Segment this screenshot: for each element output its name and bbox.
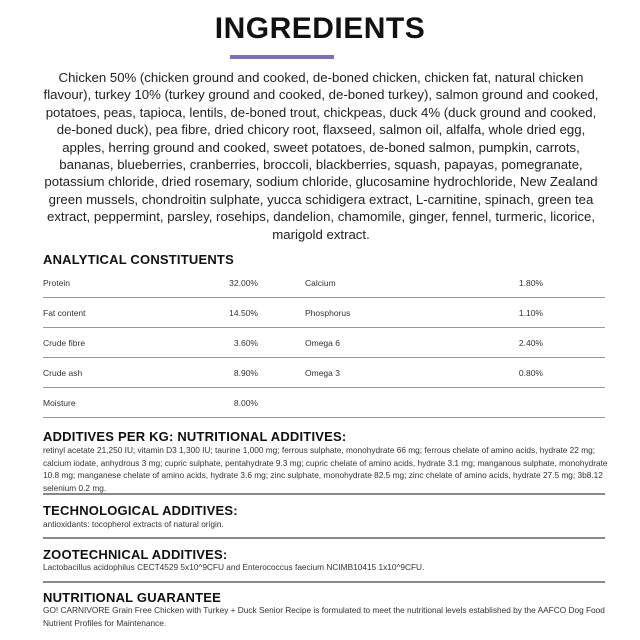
divider (43, 493, 605, 495)
technological-additives-text: antioxidants: tocopherol extracts of natural origin. (43, 519, 224, 529)
zootechnical-additives-heading: ZOOTECHNICAL ADDITIVES: (43, 547, 228, 562)
nutritional-guarantee-text: GO! CARNIVORE Grain Free Chicken with Turkey + Duck Senior Recipe is formulated to meet the nutritional levels established by the AAFCO Dog Food Nutrient Profiles for Maintenance. (43, 605, 605, 628)
divider (43, 537, 605, 539)
table-row (43, 268, 605, 298)
constituent-label: Protein (43, 278, 70, 288)
table-row (43, 388, 605, 418)
analytical-heading: ANALYTICAL CONSTITUENTS (43, 252, 234, 267)
zootechnical-additives-text: Lactobacillus acidophilus CECT4529 5x10^9CFU and Enterococcus faecium NCIMB10415 1x10^9CFU. (43, 562, 425, 572)
constituent-label: Moisture (43, 398, 76, 408)
constituent-value: 8.00% (233, 398, 258, 408)
table-row (43, 328, 605, 358)
constituent-label: Omega 3 (305, 368, 340, 378)
constituent-label: Omega 6 (305, 338, 340, 348)
analytical-table (43, 268, 605, 418)
constituent-label: Crude fibre (43, 338, 86, 348)
nutritional-guarantee-heading: NUTRITIONAL GUARANTEE (43, 590, 222, 605)
constituent-value: 0.80% (518, 368, 543, 378)
constituent-value: 8.90% (233, 368, 258, 378)
constituent-label: Calcium (305, 278, 336, 288)
divider (43, 581, 605, 583)
constituent-value: 1.80% (518, 278, 543, 288)
table-row (43, 358, 605, 388)
constituent-value: 32.00% (229, 278, 258, 288)
nutritional-additives-heading: ADDITIVES PER KG: NUTRITIONAL ADDITIVES: (43, 429, 347, 444)
constituent-label: Crude ash (43, 368, 83, 378)
nutritional-additives-text: retinyl acetate 21,250 IU; vitamin D3 1,300 IU; taurine 1,000 mg; ferrous sulphate, monohydrate 66 mg; ferrous chelate of amino acids, hydrate 22 mg; calcium iodate, anhydrous 3 mg; cupric sulphate, pentahydrate 9.3 mg; cupric chelate of amino acids, hydrate 3.1 mg; manganous sulphate, monohydrate 10.8 mg; manganese chelate of amino acids, hydrate 3.6 mg; zinc sulphate, monohydrate 82.5 mg; zinc chelate of amino acids, hydrate 27.5 mg; 3b8.12 selenium 0.2 mg. (43, 445, 608, 493)
constituent-label: Phosphorus (305, 308, 351, 318)
title-underline (230, 55, 334, 59)
constituent-label: Fat content (43, 308, 86, 318)
page-title: INGREDIENTS (214, 12, 426, 45)
constituent-value: 14.50% (229, 308, 258, 318)
constituent-value: 3.60% (233, 338, 258, 348)
technological-additives-heading: TECHNOLOGICAL ADDITIVES: (43, 503, 238, 518)
constituent-value: 2.40% (518, 338, 543, 348)
constituent-value: 1.10% (518, 308, 543, 318)
table-row (43, 298, 605, 328)
ingredients-text: Chicken 50% (chicken ground and cooked, de-boned chicken, chicken fat, natural chicken flavour), turkey 10% (turkey ground and cooked, de-boned turkey), salmon ground and cooked, potatoes, peas, tapioca, lentils, de-boned trout, chickpeas, duck 4% (duck ground and cooked, de-boned duck), pea fibre, dried chicory root, flaxseed, salmon oil, alfalfa, whole dried egg, apples, herring ground and cooked, sweet potatoes, de-boned salmon, pumpkin, carrots, bananas, blueberries, cranberries, broccoli, blackberries, squash, papayas, pomegranate, potassium chloride, dried rosemary, sodium chloride, glucosamine hydrochloride, New Zealand green mussels, chondroitin sulphate, yucca schidigera extract, L-carnitine, spinach, green tea extract, peppermint, parsley, rosehips, dandelion, chamomile, ginger, fennel, turmeric, licorice, marigold extract. (43, 70, 599, 242)
